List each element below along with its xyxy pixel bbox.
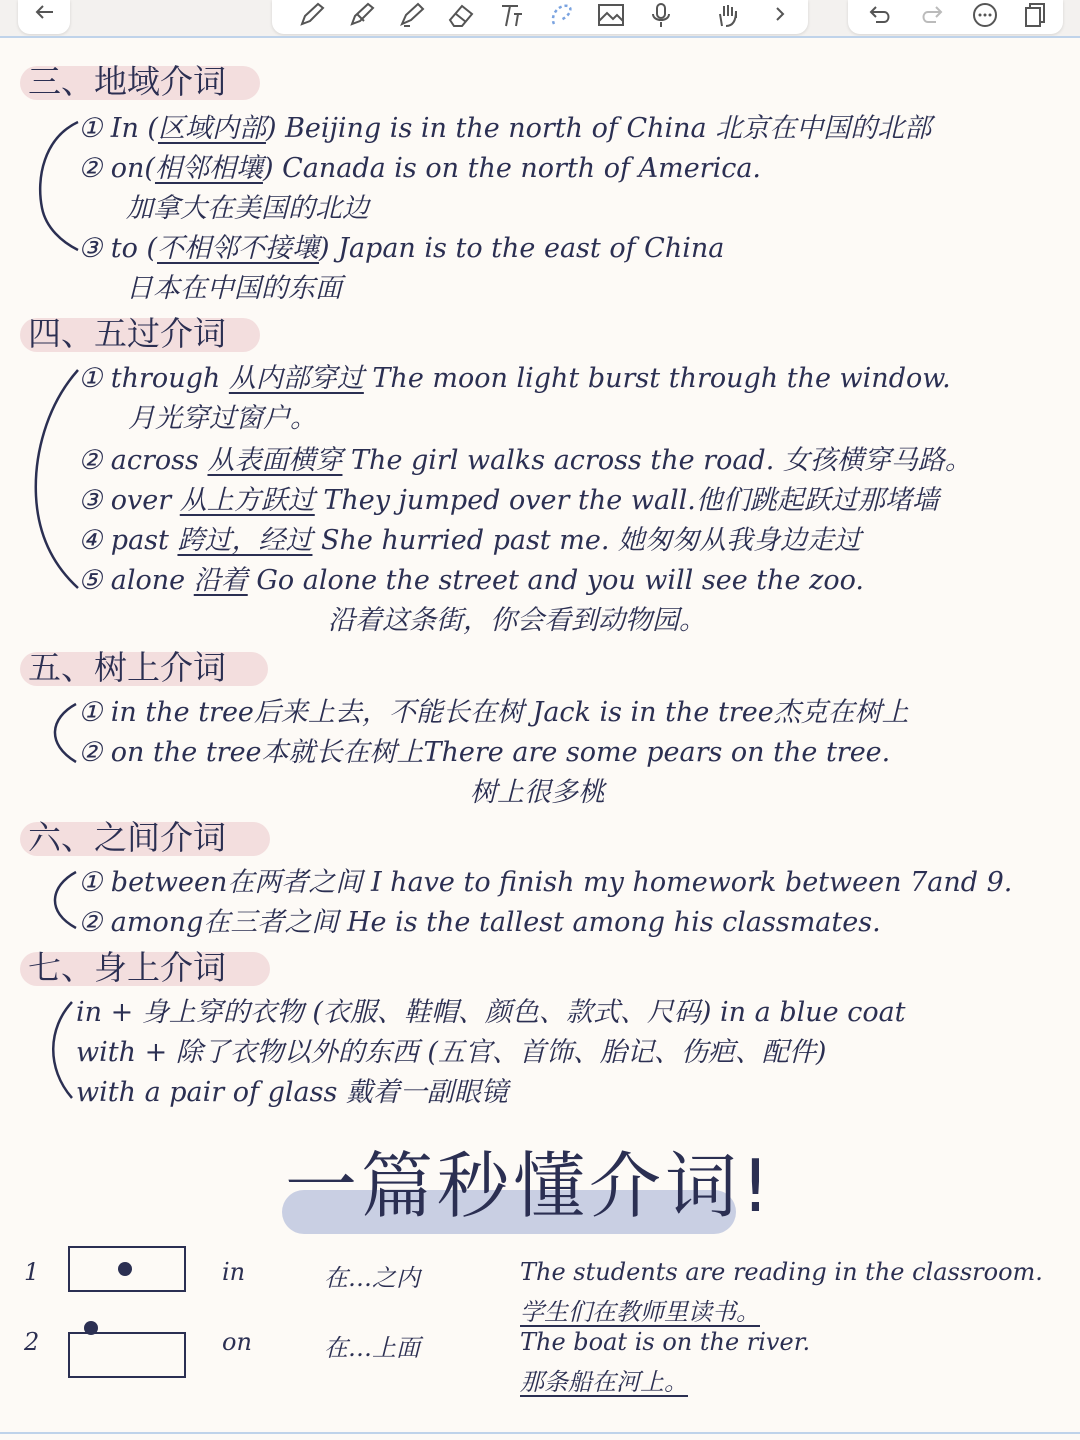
underlined-term: 沿着 [193,565,248,596]
section-heading: 三、地域介词 [28,62,226,101]
underlined-term: 不相邻不接壤 [157,233,320,264]
on-diagram-box [68,1332,186,1378]
pen-icon[interactable] [296,2,326,28]
example-meaning: 在…上面 [324,1334,420,1362]
note-text: ⑤ alone [78,565,194,596]
underlined-term: 从上方跃过 [179,485,315,516]
brace-mark [42,700,82,768]
underlined-term: 从表面横穿 [207,445,343,476]
example-word: in [222,1258,246,1286]
example-sentence-en: The students are reading in the classroom. [520,1258,1043,1286]
note-text: The moon light burst through the window. [363,363,951,394]
note-text: ① In ( [78,113,158,144]
toolbar-right-group [848,0,1063,34]
note-line: in + 身上穿的衣物 (衣服、鞋帽、颜色、款式、尺码) in a blue coat [76,997,906,1028]
note-text: ④ past [78,525,178,556]
note-text: She hurried past me. 她匆匆从我身边走过 [312,525,861,556]
section-heading: 六、之间介词 [28,818,226,857]
marker-icon[interactable] [346,2,376,28]
note-text: The girl walks across the road. 女孩横穿马路。 [342,445,972,476]
microphone-icon[interactable] [646,2,676,28]
underlined-term: 相邻相壤 [154,153,263,184]
text-icon[interactable] [496,2,526,28]
underlined-term: 跨过，经过 [177,525,313,556]
underlined-term: 从内部穿过 [228,363,364,394]
top-toolbar [0,0,1080,38]
redo-icon[interactable] [918,2,948,28]
brace-mark [34,118,84,258]
example-sentence-zh: 那条船在河上。 [520,1368,688,1396]
note-text: ③ to ( [78,233,158,264]
brace-mark [24,366,84,594]
note-line: ① in the tree后来上去，不能长在树 Jack is in the tree杰克在树上 [78,697,909,728]
toolbar-tools-group [272,0,808,34]
note-text: ② on( [78,153,155,184]
note-text: ) Beijing is in the north of China 北京在中国的北部 [265,113,932,144]
example-word: on [222,1328,252,1356]
note-line: with + 除了衣物以外的东西 (五官、首饰、胎记、伤疤、配件) [76,1037,827,1068]
example-number: 2 [24,1328,40,1356]
eraser-icon[interactable] [446,2,476,28]
note-line [78,362,951,396]
page-title: 一篇秒懂介词! [285,1144,774,1228]
highlighter-icon[interactable] [396,2,426,28]
back-arrow-icon[interactable] [29,2,59,28]
note-line: 沿着这条街，你会看到动物园。 [328,605,706,636]
note-line: 月光穿过窗户。 [128,403,317,434]
image-icon[interactable] [596,2,626,28]
note-line [78,444,972,478]
on-diagram-dot [84,1321,98,1335]
undo-icon[interactable] [864,2,894,28]
chevron-right-icon[interactable] [766,2,796,28]
note-line: 加拿大在美国的北边 [126,193,369,224]
toolbar-divider [0,36,1080,38]
brace-mark [42,868,82,934]
note-line [78,524,861,558]
example-number: 1 [24,1258,40,1286]
note-text: ② across [78,445,208,476]
section-heading: 五、树上介词 [28,648,226,687]
note-line: 树上很多桃 [470,777,605,808]
brace-mark [42,998,78,1102]
note-text: ① through [78,363,229,394]
section-heading: 四、五过介词 [28,314,226,353]
lasso-icon[interactable] [546,2,576,28]
note-line: with a pair of glass 戴着一副眼镜 [76,1077,508,1108]
in-diagram-dot [118,1262,132,1276]
example-sentence-en: The boat is on the river. [520,1328,811,1356]
note-line: ② among在三者之间 He is the tallest among his classmates. [78,907,881,938]
pages-icon[interactable] [1020,2,1050,28]
hand-icon[interactable] [714,2,744,28]
note-line [78,112,931,146]
note-text: ③ over [78,485,180,516]
note-text: Go alone the street and you will see the zoo. [247,565,864,596]
note-line [78,232,724,266]
note-line [78,484,939,518]
note-line: ① between在两者之间 I have to finish my homework between 7and 9. [78,867,1013,898]
section-heading: 七、身上介词 [28,948,226,987]
underlined-term: 区域内部 [157,113,266,144]
note-text: ) Canada is on the north of America. [262,153,762,184]
page-bottom-divider [0,1432,1080,1434]
example-sentence-zh: 学生们在教师里读书。 [520,1298,760,1326]
more-icon[interactable] [970,2,1000,28]
note-line [78,152,761,186]
note-text: ) Japan is to the east of China [319,233,725,264]
note-text: They jumped over the wall.他们跳起跃过那堵墙 [314,485,939,516]
toolbar-left-group [18,0,70,34]
note-line [78,564,864,598]
example-meaning: 在…之内 [324,1264,420,1292]
note-line: ② on the tree本就长在树上There are some pears on the tree. [78,737,891,768]
note-line: 日本在中国的东面 [126,273,342,304]
